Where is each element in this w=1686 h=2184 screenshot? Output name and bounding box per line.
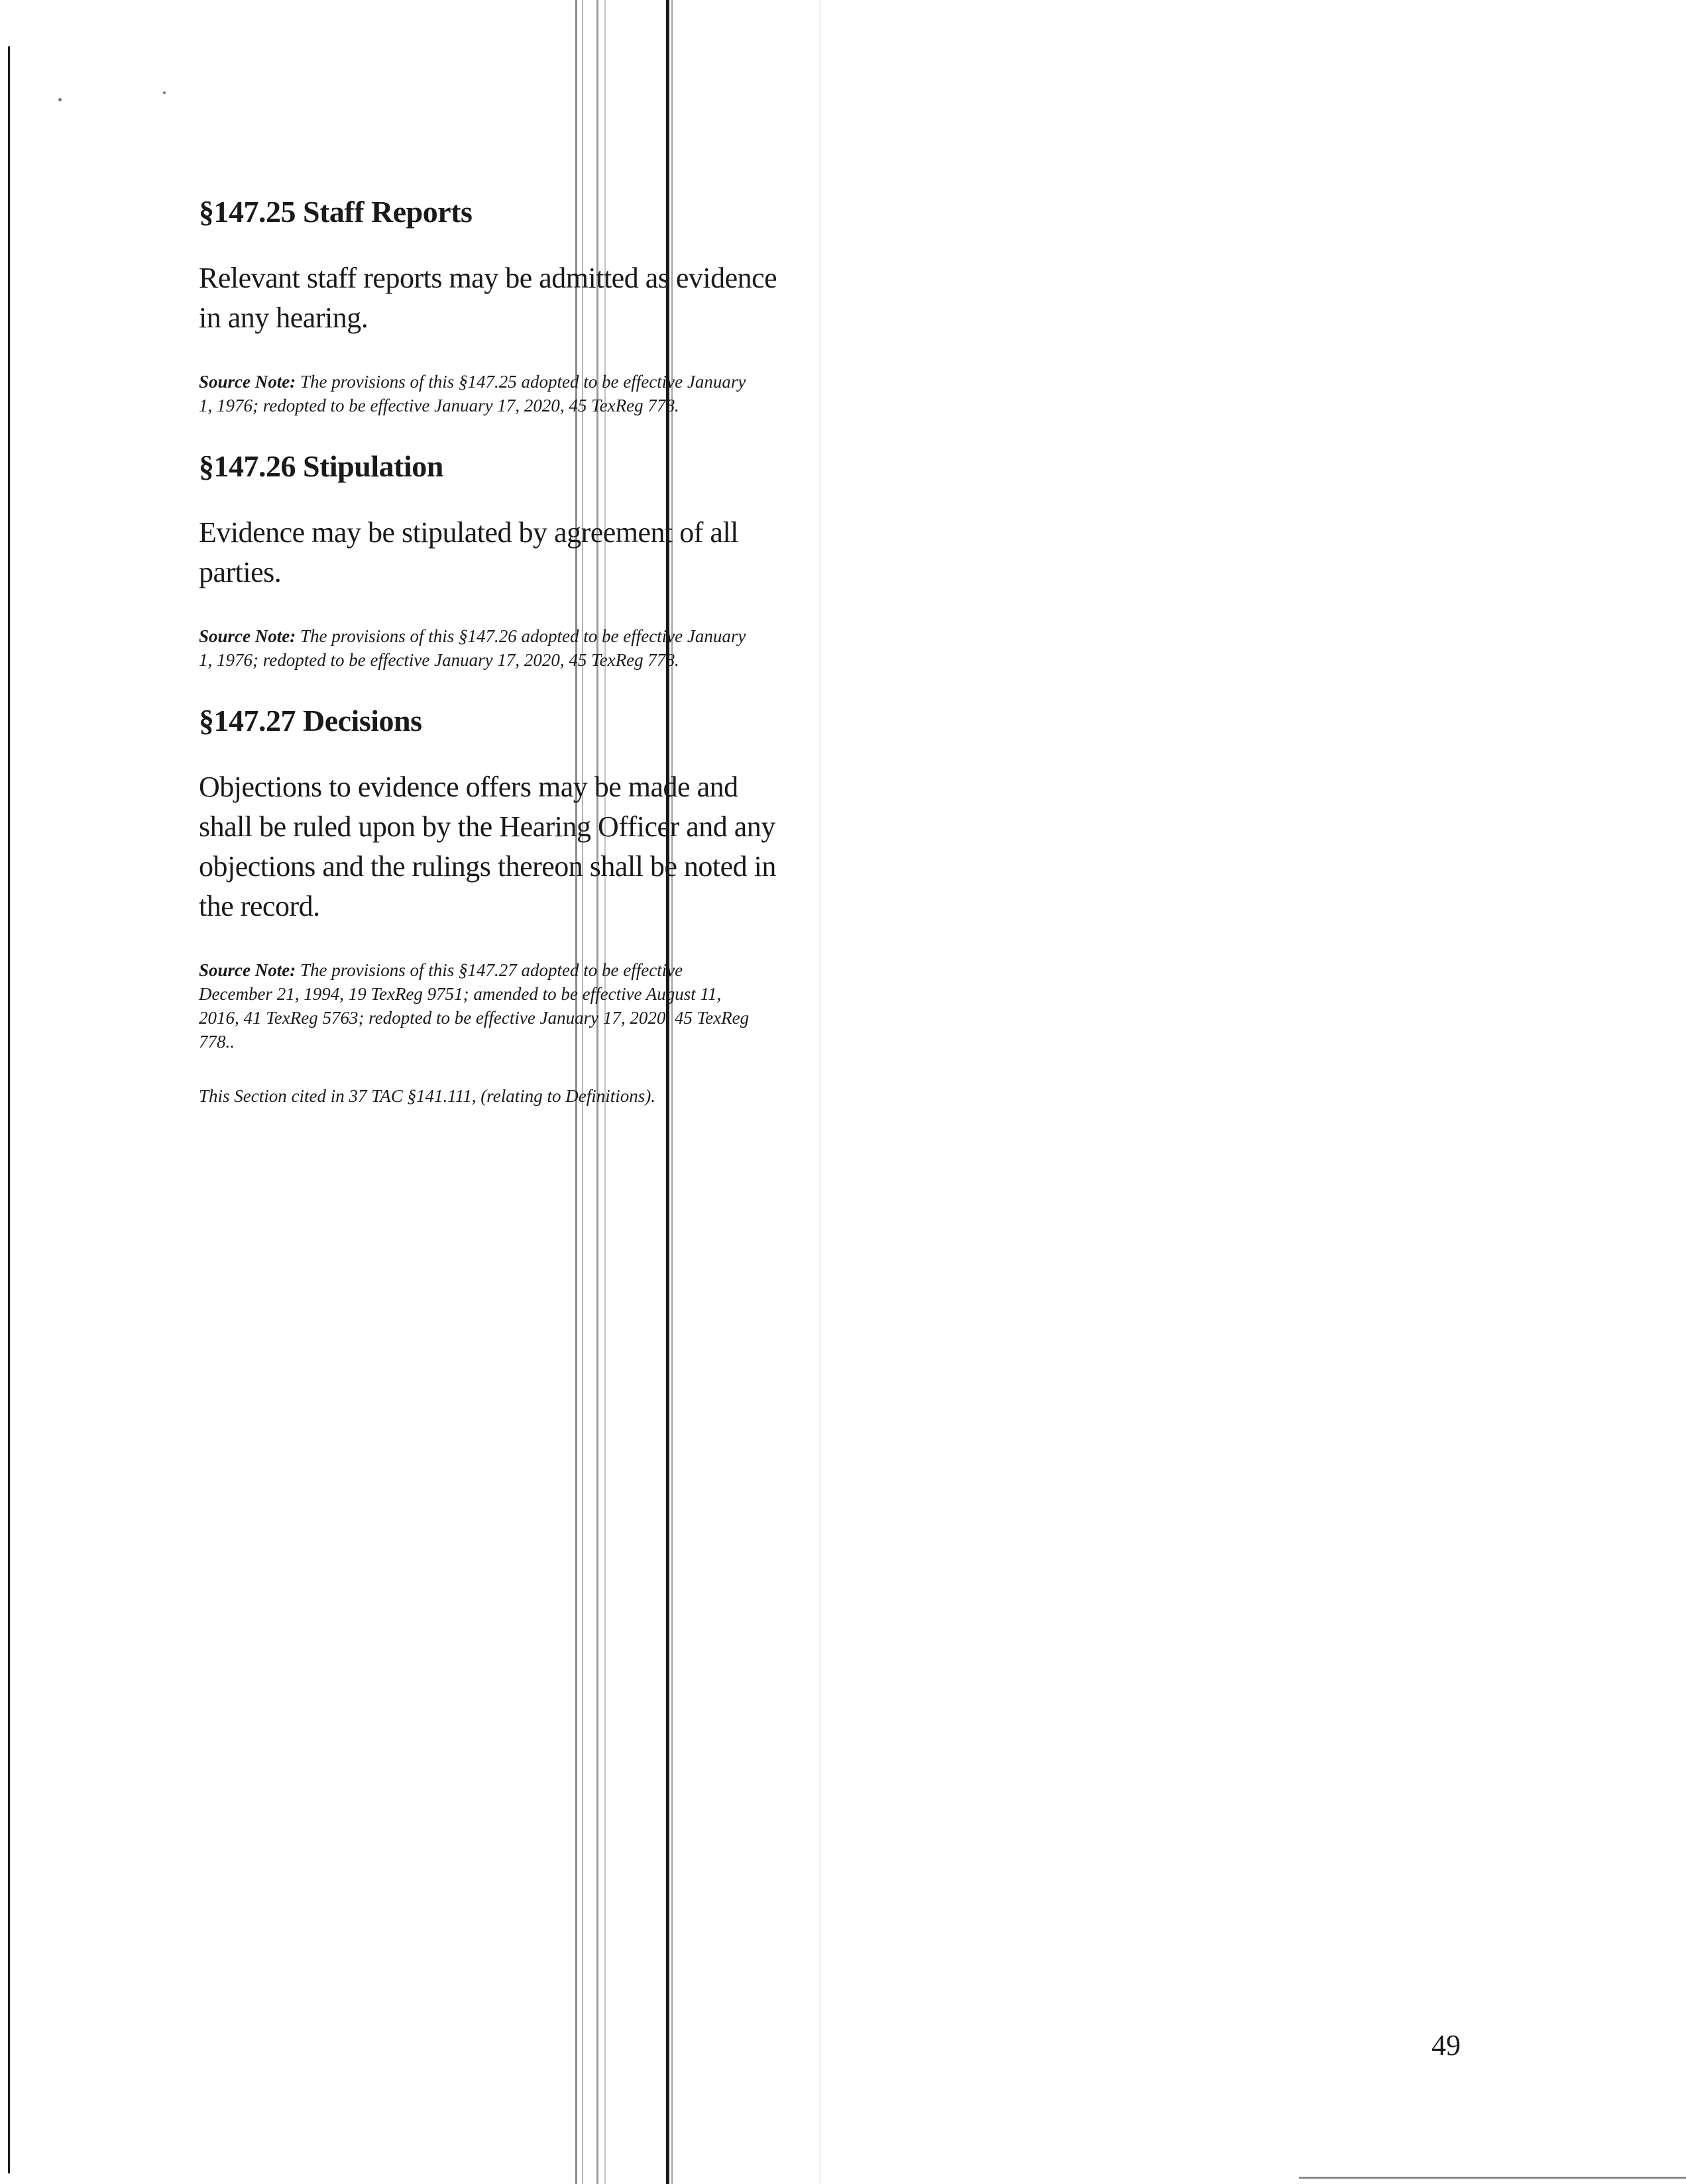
scan-edge-line: [8, 46, 10, 2173]
document-content: [199, 193, 795, 1108]
source-note: [199, 624, 756, 672]
section-heading: §147.25 Staff Reports: [199, 195, 473, 229]
section-body: Objections to evidence offers may be made and shall be ruled upon by the Hearing Officer and any objections and the rulings thereon shall be noted in the record.: [199, 771, 776, 922]
page-number: 49: [1432, 2029, 1461, 2061]
source-note: [199, 370, 756, 417]
source-note-label: Source Note:: [199, 626, 296, 646]
source-note-label: Source Note:: [199, 372, 296, 392]
source-note-label: Source Note:: [199, 960, 296, 980]
section-147-27: [199, 702, 795, 1054]
source-note-text: The provisions of this §147.25 adopted to be effective January 1, 1976; redopted to be effective January 17, 2020, 45 TexReg 778.: [199, 372, 746, 415]
source-note-text: The provisions of this §147.26 adopted to be effective January 1, 1976; redopted to be effective January 17, 2020, 45 TexReg 778.: [199, 626, 746, 670]
section-body: Relevant staff reports may be admitted as evidence in any hearing.: [199, 262, 777, 334]
cited-note: This Section cited in 37 TAC §141.111, (relating to Definitions).: [199, 1086, 655, 1106]
section-heading: §147.26 Stipulation: [199, 449, 443, 483]
scan-bottom-line: [1299, 2177, 1686, 2179]
section-147-25: [199, 193, 795, 417]
scan-streak: [819, 0, 820, 2184]
scan-speck: [58, 98, 62, 101]
source-note-text: The provisions of this §147.27 adopted to be effective December 21, 1994, 19 TexReg 9751; amended to be effective August 11, 2016, 41 TexReg 5763; redopted to be effective January 17, 2020, 45 TexReg 778..: [199, 960, 750, 1052]
section-147-26: [199, 448, 795, 672]
section-body: Evidence may be stipulated by agreement of all parties.: [199, 516, 738, 588]
source-note: [199, 958, 756, 1054]
scan-speck: [163, 91, 166, 94]
section-heading: §147.27 Decisions: [199, 704, 422, 737]
